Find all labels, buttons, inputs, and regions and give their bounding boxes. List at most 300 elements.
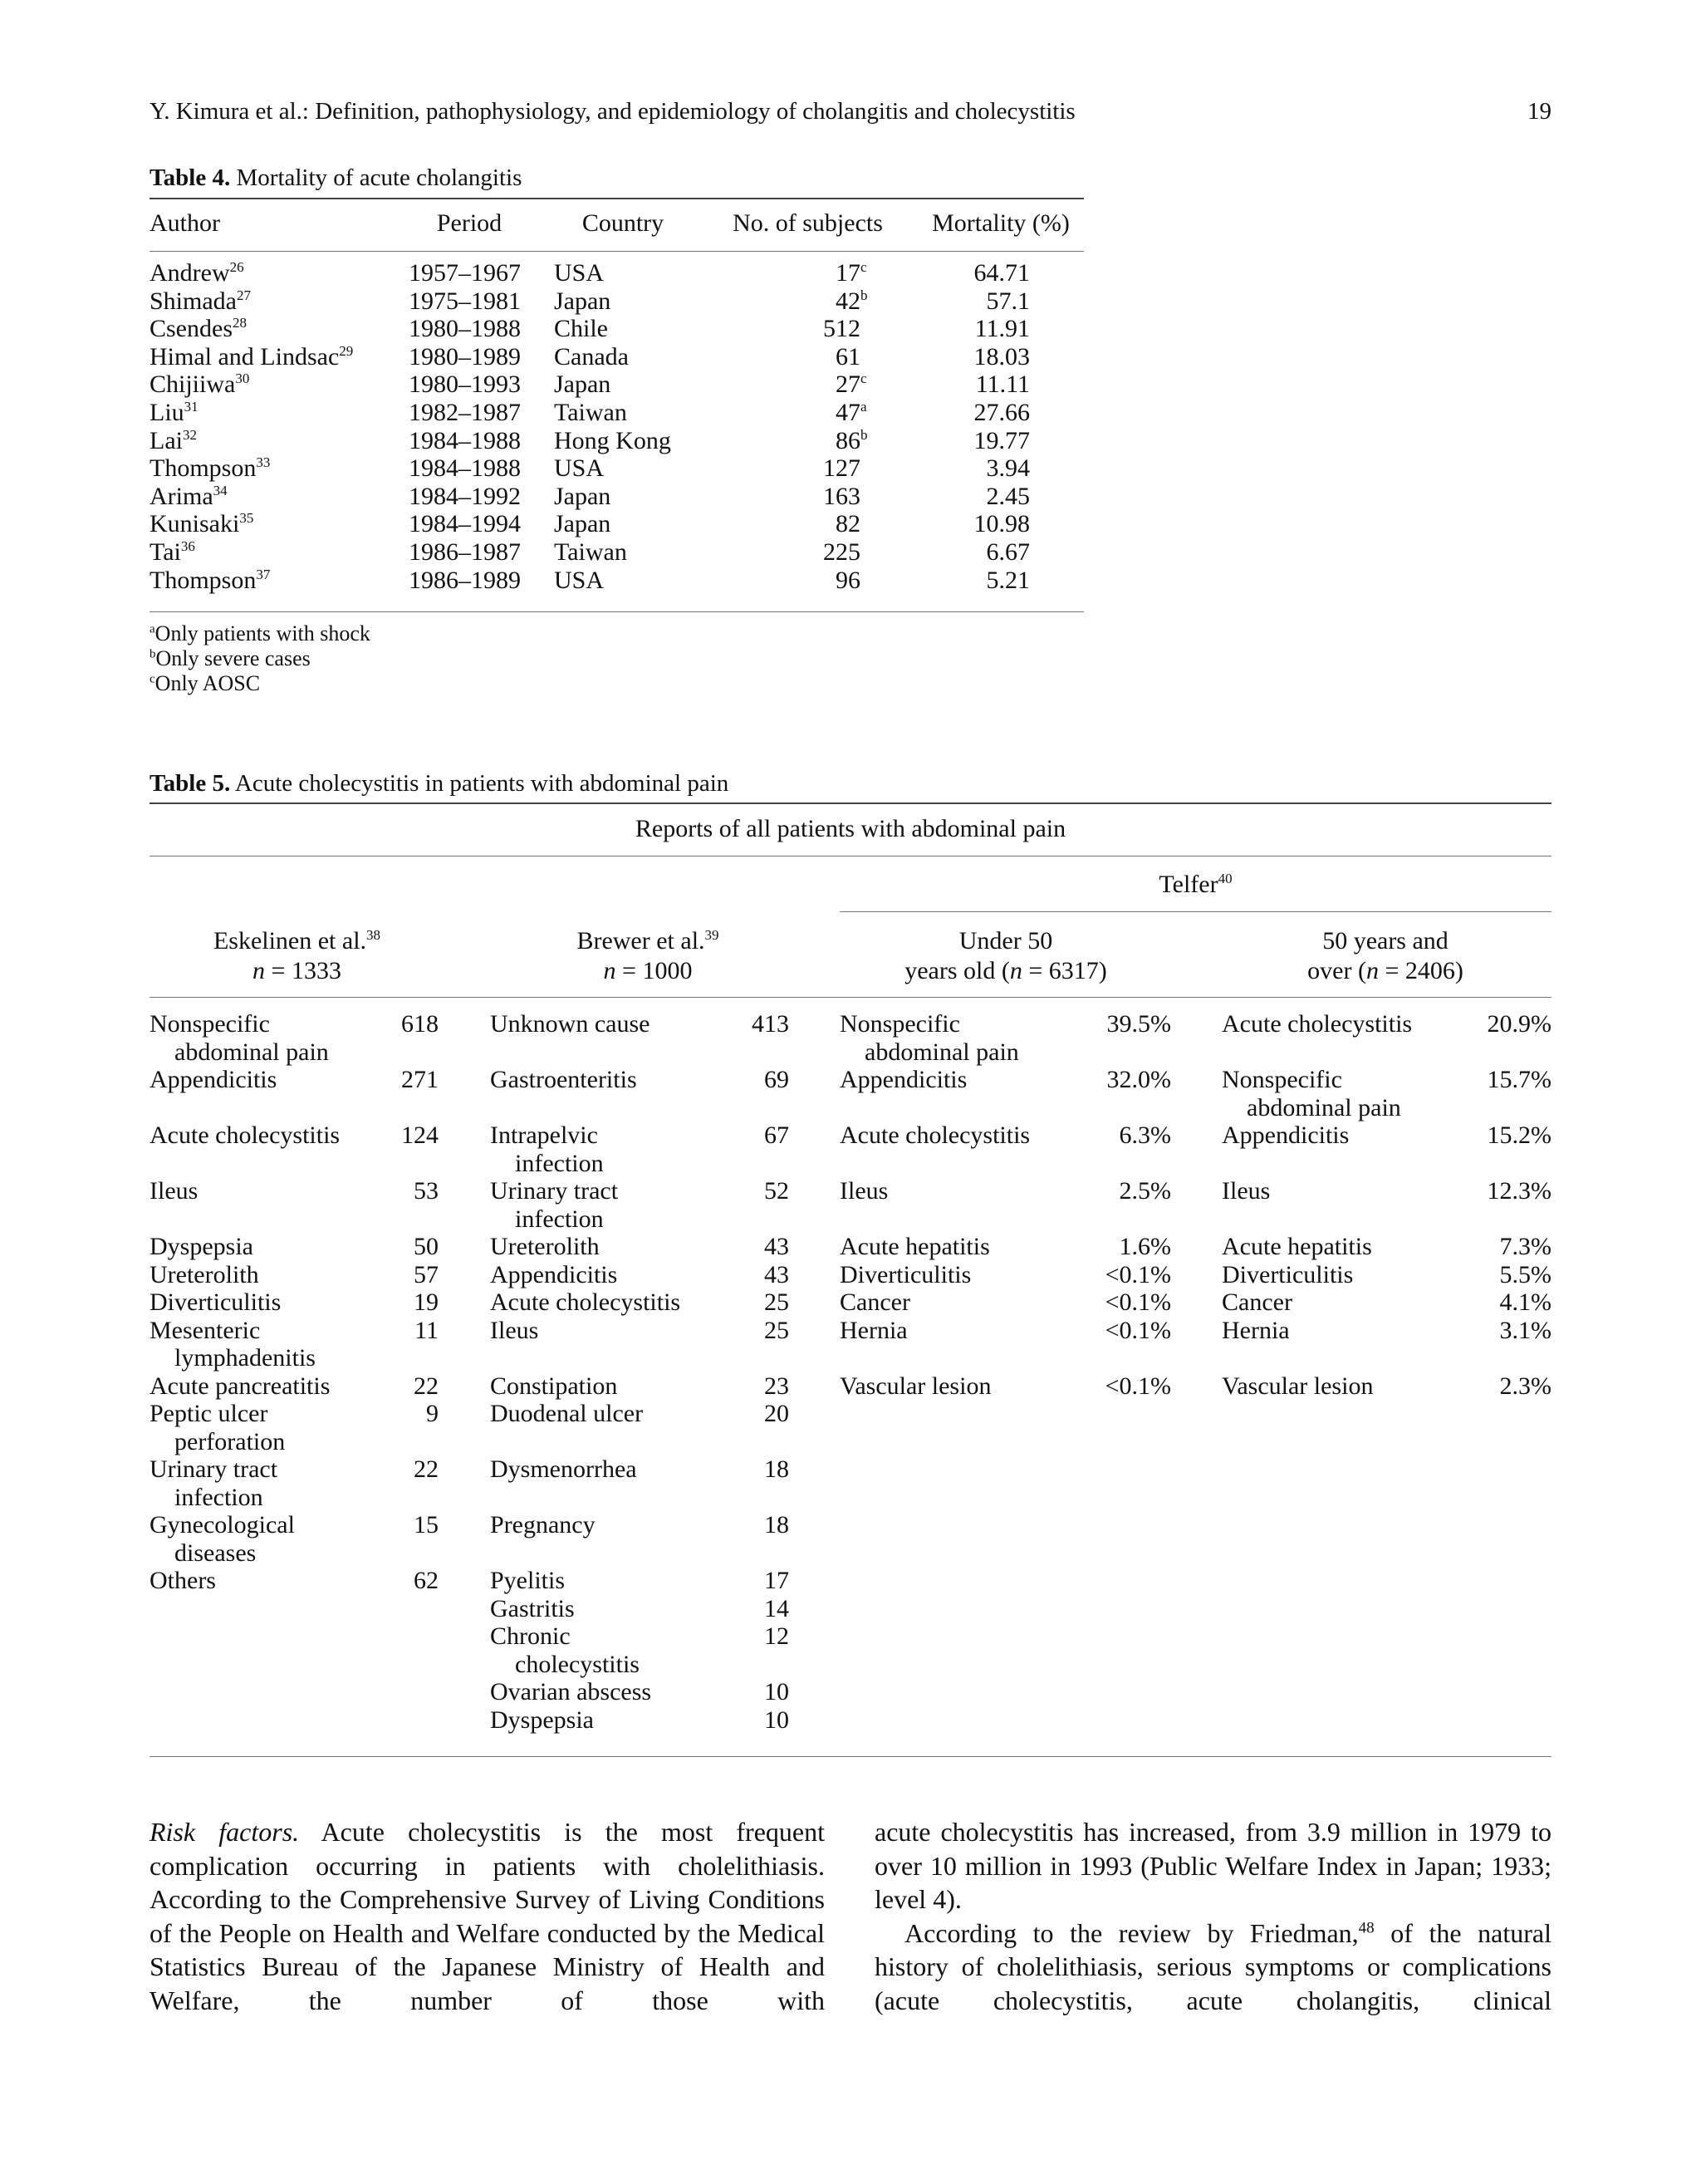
table4-author-ref: 29 — [339, 342, 354, 359]
table4-author-cell — [150, 371, 249, 399]
table4-country: Taiwan — [554, 399, 627, 426]
table4-author-name: Tai — [150, 538, 181, 566]
table4-subjects — [748, 315, 872, 343]
table4-author-ref: 26 — [229, 259, 244, 275]
table4-author-name: Arima — [150, 482, 213, 510]
under50-condition — [840, 1372, 991, 1401]
brewer-value: 20 — [764, 1400, 789, 1427]
under50-value: 1.6% — [1119, 1233, 1171, 1260]
eskelinen-condition — [150, 1400, 285, 1455]
table4-subjects: 86b — [836, 426, 868, 454]
table4-author-name: Kunisaki — [150, 510, 240, 538]
table4-subjects — [748, 483, 872, 511]
brewer-condition-line: infection — [515, 1205, 604, 1233]
under50-condition — [840, 1317, 908, 1345]
brewer-value: 43 — [764, 1260, 789, 1288]
footnote-text: Only severe cases — [155, 646, 311, 670]
footnote-mark: b — [150, 647, 156, 661]
table4-author-name: Thompson — [150, 566, 257, 594]
table4-author-name: Andrew — [150, 259, 230, 287]
table4-subjects-value: 512 — [823, 315, 860, 343]
brewer-condition — [490, 1706, 594, 1735]
risk-factors-heading: Risk factors. — [150, 1817, 300, 1847]
table4-subjects: 42b — [836, 287, 868, 315]
under50-value: 6.3% — [1119, 1121, 1171, 1149]
under50-condition — [840, 1121, 1030, 1150]
brewer-value: 17 — [764, 1567, 789, 1594]
brewer-value: 18 — [764, 1511, 789, 1539]
table4-author-name: Csendes — [150, 315, 233, 343]
table4-period: 1980–1989 — [409, 342, 521, 371]
table4-col-author: Author — [150, 209, 220, 237]
eskelinen-value: 22 — [414, 1372, 439, 1400]
table4-subjects-value: 82 — [836, 510, 860, 538]
brewer-condition — [490, 1317, 538, 1345]
brewer-condition-line: infection — [515, 1149, 604, 1177]
table4-mortality: 6.67 — [986, 538, 1030, 566]
eskelinen-condition-line: Dyspepsia — [150, 1233, 253, 1260]
under50-value: <0.1% — [1105, 1260, 1171, 1288]
table4-subjects: 27c — [836, 371, 867, 399]
brewer-value: 25 — [764, 1288, 789, 1316]
over50-condition-line: Cancer — [1222, 1288, 1292, 1316]
under50-value: <0.1% — [1105, 1316, 1171, 1344]
eskelinen-condition — [150, 1567, 216, 1595]
eskelinen-condition-line: Nonspecific — [150, 1010, 270, 1038]
table4-mortality: 11.11 — [975, 371, 1030, 399]
brewer-value: 43 — [764, 1233, 789, 1260]
eskelinen-value: 11 — [414, 1316, 439, 1344]
under50-condition-line: Vascular lesion — [840, 1372, 992, 1400]
over50-value: 15.2% — [1487, 1121, 1551, 1149]
table4-period: 1984–1988 — [409, 426, 521, 454]
eskelinen-condition — [150, 1177, 198, 1205]
table4-subjects: 17c — [836, 259, 867, 287]
table4-subjects-value: 96 — [836, 566, 860, 594]
over50-value: 7.3% — [1499, 1233, 1551, 1260]
right-paragraph-1: acute cholecystitis has increased, from 3.9 million in 1979 to over 10 million in 1993 (Public Welfare Index in Japan; 1933; level 4). — [875, 1817, 1551, 1914]
over50-value: 5.5% — [1499, 1260, 1551, 1288]
table4-col-country: Country — [581, 209, 664, 237]
brewer-condition-line: Ileus — [490, 1316, 539, 1344]
table4-period: 1984–1994 — [409, 510, 521, 538]
table4-period: 1984–1992 — [409, 482, 521, 510]
table4-country: Hong Kong — [554, 426, 671, 454]
table4-author-name: Shimada — [150, 287, 237, 315]
over50-condition — [1222, 1317, 1290, 1345]
brewer-condition-line: Unknown cause — [490, 1010, 650, 1038]
under50-line1: Under 50 — [958, 927, 1053, 955]
table4-country: Taiwan — [554, 538, 627, 566]
table4-period: 1986–1989 — [409, 566, 521, 594]
over50-n-label: n — [1365, 957, 1379, 984]
eskelinen-condition-line: abdominal pain — [174, 1038, 329, 1066]
brewer-ref: 39 — [704, 927, 719, 943]
table4-author-name: Lai — [150, 426, 183, 454]
brewer-condition-line: Urinary tract — [490, 1177, 619, 1205]
eskelinen-condition-line: Mesenteric — [150, 1316, 261, 1344]
table4-author-ref: 37 — [256, 566, 271, 582]
table5-caption — [150, 770, 728, 798]
table4-author-name: Himal and Lindsac — [150, 342, 340, 371]
brewer-condition — [490, 1177, 618, 1233]
eskelinen-condition — [150, 1261, 259, 1289]
brewer-condition-line: Intrapelvic — [490, 1121, 598, 1149]
brewer-condition-line: Ovarian abscess — [490, 1678, 652, 1705]
table4-author-cell — [150, 287, 251, 316]
eskelinen-condition-line: Gynecological — [150, 1511, 295, 1539]
brewer-n-label: n — [603, 957, 616, 984]
under50-condition — [840, 1288, 910, 1317]
footnote-text: Only AOSC — [154, 671, 261, 695]
table4-label: Table 4. — [150, 164, 231, 191]
table4-author-cell — [150, 510, 253, 538]
table4-header-rule — [150, 251, 1084, 252]
eskelinen-condition — [150, 1121, 340, 1150]
table5-bottom-rule — [150, 1756, 1551, 1757]
eskelinen-condition-line: Ileus — [150, 1177, 199, 1205]
table4-author-ref: 27 — [237, 287, 251, 303]
brewer-condition-line: Pyelitis — [490, 1567, 566, 1594]
brewer-condition — [490, 1622, 640, 1678]
eskelinen-condition-line: Diverticulitis — [150, 1288, 282, 1316]
table4-subjects-value: 27 — [836, 371, 860, 399]
over50-condition — [1222, 1066, 1401, 1121]
brewer-condition — [490, 1261, 617, 1289]
brewer-condition — [490, 1400, 643, 1428]
table4-caption — [150, 164, 522, 192]
table4-period: 1980–1988 — [409, 315, 521, 343]
brewer-condition — [490, 1511, 596, 1539]
table4-subjects — [748, 343, 872, 371]
under50-value: <0.1% — [1105, 1372, 1171, 1400]
footnote-text: Only patients with shock — [154, 621, 370, 645]
table4-period: 1980–1993 — [409, 371, 521, 399]
brewer-value: 52 — [764, 1177, 789, 1205]
eskelinen-condition-line: Peptic ulcer — [150, 1400, 268, 1427]
friedman-ref: 48 — [1358, 1918, 1375, 1936]
over50-condition-line: Nonspecific — [1222, 1066, 1342, 1093]
table5-label: Table 5. — [150, 770, 231, 797]
eskelinen-value: 22 — [414, 1455, 439, 1483]
eskelinen-value: 9 — [426, 1400, 439, 1427]
table4-author-cell — [150, 538, 195, 567]
table4-mortality: 57.1 — [986, 287, 1030, 315]
eskelinen-condition — [150, 1010, 329, 1066]
table4-subjects-value: 17 — [836, 259, 860, 287]
table4-author-name: Chijiiwa — [150, 371, 236, 399]
under50-condition-line: Acute cholecystitis — [840, 1121, 1031, 1149]
eskelinen-condition-line: Urinary tract — [150, 1455, 278, 1483]
over50-condition — [1222, 1233, 1372, 1261]
table4-period: 1957–1967 — [409, 259, 521, 287]
table4-author-ref: 36 — [180, 538, 195, 554]
eskelinen-condition-line: Acute cholecystitis — [150, 1121, 341, 1149]
eskelinen-n-value: = 1333 — [265, 957, 341, 984]
brewer-condition — [490, 1595, 575, 1623]
over50-value: 12.3% — [1487, 1177, 1551, 1205]
table4-author-ref: 30 — [235, 371, 250, 387]
table4-country: Japan — [554, 371, 611, 399]
eskelinen-header — [150, 926, 444, 986]
over50-condition — [1222, 1288, 1292, 1317]
footnote-mark: c — [150, 672, 155, 686]
table4-country: Japan — [554, 287, 611, 315]
table4-subjects-value: 61 — [836, 342, 860, 371]
eskelinen-condition — [150, 1372, 330, 1401]
table4-mortality: 5.21 — [986, 566, 1030, 594]
brewer-condition-line: Constipation — [490, 1372, 618, 1400]
table4-period: 1982–1987 — [409, 399, 521, 426]
table4-country: Canada — [554, 342, 629, 371]
table4-country: USA — [554, 566, 605, 594]
eskelinen-ref: 38 — [366, 927, 381, 943]
brewer-condition-line: Duodenal ulcer — [490, 1400, 644, 1427]
table4-author-ref: 28 — [233, 315, 247, 331]
table4-author-ref: 32 — [182, 426, 197, 443]
under50-condition-line: Ileus — [840, 1177, 889, 1205]
eskelinen-condition — [150, 1066, 277, 1094]
brewer-condition — [490, 1010, 650, 1038]
running-title: Y. Kimura et al.: Definition, pathophysiology, and epidemiology of cholangitis and cholecystitis — [150, 98, 1076, 125]
telfer-ref: 40 — [1218, 871, 1233, 886]
table5-header-rule — [150, 997, 1551, 998]
brewer-condition — [490, 1567, 565, 1595]
over50-condition — [1222, 1010, 1412, 1038]
telfer-name: Telfer — [1159, 871, 1218, 898]
brewer-condition — [490, 1233, 600, 1261]
table4-author-cell — [150, 343, 353, 371]
eskelinen-value: 62 — [414, 1567, 439, 1594]
eskelinen-condition-line: lymphadenitis — [174, 1344, 316, 1372]
table4-mortality: 19.77 — [973, 426, 1030, 454]
table4-top-rule — [150, 198, 1084, 199]
over50-condition — [1222, 1372, 1373, 1401]
under50-condition — [840, 1261, 971, 1289]
eskelinen-value: 19 — [414, 1288, 439, 1316]
under50-n-label: n — [1009, 957, 1022, 984]
over50-condition-line: Appendicitis — [1222, 1121, 1350, 1149]
over50-condition — [1222, 1261, 1353, 1289]
over50-condition-line: Acute cholecystitis — [1222, 1010, 1413, 1038]
table4-author-ref: 34 — [213, 482, 228, 498]
over50-n-value: = 2406) — [1378, 957, 1463, 984]
table4-bottom-rule — [150, 611, 1084, 612]
table4-author-ref: 33 — [256, 454, 271, 471]
risk-factors-paragraph — [150, 1815, 825, 2017]
brewer-condition — [490, 1372, 617, 1401]
under50-condition-line: Acute hepatitis — [840, 1233, 990, 1260]
table4-mortality: 27.66 — [973, 399, 1030, 426]
under50-condition-line: abdominal pain — [865, 1038, 1019, 1066]
brewer-condition — [490, 1455, 637, 1484]
eskelinen-condition-line: Ureterolith — [150, 1260, 259, 1288]
eskelinen-name: Eskelinen et al. — [213, 927, 367, 955]
brewer-condition-line: Gastroenteritis — [490, 1066, 637, 1093]
table4-subjects: 47a — [836, 399, 867, 426]
table4-country: USA — [554, 259, 605, 287]
brewer-condition-line: Dyspepsia — [490, 1705, 594, 1734]
brewer-n-value: = 1000 — [615, 957, 693, 984]
eskelinen-condition — [150, 1455, 277, 1511]
eskelinen-value: 271 — [401, 1066, 439, 1093]
right-paragraph-2 — [875, 1917, 1551, 2018]
brewer-condition-line: Gastritis — [490, 1594, 575, 1622]
table4-col-mortality: Mortality (%) — [932, 209, 1070, 237]
table4-subjects-value: 127 — [823, 454, 860, 483]
table4-mortality: 18.03 — [973, 342, 1030, 371]
under50-condition-line: Appendicitis — [840, 1066, 968, 1093]
under50-condition — [840, 1177, 888, 1205]
under50-value: 32.0% — [1106, 1066, 1171, 1093]
table4-footnote — [150, 671, 260, 696]
under50-condition-line: Hernia — [840, 1316, 908, 1344]
table4-country: Chile — [554, 315, 608, 343]
brewer-condition-line: Pregnancy — [490, 1511, 596, 1539]
over50-value: 3.1% — [1499, 1316, 1551, 1344]
table4-subjects — [748, 454, 872, 483]
table4-mortality: 3.94 — [986, 454, 1030, 483]
over50-condition — [1222, 1177, 1270, 1205]
under50-value: 2.5% — [1119, 1177, 1171, 1205]
brewer-value: 10 — [764, 1678, 789, 1705]
brewer-header — [486, 926, 810, 986]
eskelinen-condition-line: perforation — [174, 1427, 286, 1455]
brewer-value: 10 — [764, 1705, 789, 1734]
table4-col-subjects: No. of subjects — [733, 209, 883, 237]
under50-value: <0.1% — [1105, 1288, 1171, 1316]
brewer-value: 12 — [764, 1622, 789, 1650]
table5-title: Acute cholecystitis in patients with abdominal pain — [234, 770, 729, 797]
table4-mortality: 11.91 — [974, 315, 1030, 343]
brewer-condition-line: Chronic — [490, 1622, 571, 1650]
brewer-value: 413 — [752, 1010, 789, 1038]
eskelinen-condition-line: diseases — [174, 1539, 257, 1567]
brewer-condition — [490, 1121, 604, 1177]
eskelinen-condition-line: Appendicitis — [150, 1066, 277, 1093]
table4-subjects-value: 42 — [836, 287, 860, 315]
over50-header — [1219, 926, 1551, 986]
body-right-column — [875, 1815, 1551, 2017]
table4-country: Japan — [554, 482, 611, 510]
table4-subjects-value: 86 — [836, 426, 860, 454]
table4-author-name: Thompson — [150, 454, 257, 483]
under50-header — [840, 926, 1172, 986]
table4-subjects — [748, 538, 872, 567]
footnote-mark: a — [150, 622, 155, 636]
brewer-condition — [490, 1678, 651, 1706]
brewer-condition-line: Appendicitis — [490, 1260, 618, 1288]
eskelinen-value: 618 — [401, 1010, 439, 1038]
brewer-value: 69 — [764, 1066, 789, 1093]
friedman-text: According to the review by Friedman, — [904, 1917, 1359, 1948]
table4-subjects-value: 163 — [823, 482, 860, 510]
table4-author-cell — [150, 483, 228, 511]
over50-value: 15.7% — [1487, 1066, 1551, 1093]
telfer-heading — [840, 871, 1551, 899]
table4-author-cell — [150, 315, 247, 343]
table4-mortality: 2.45 — [986, 482, 1030, 510]
table4-subjects-value: 47 — [836, 399, 860, 426]
table5-top-rule — [150, 802, 1551, 804]
table4-period: 1975–1981 — [409, 287, 521, 315]
table4-author-cell — [150, 259, 244, 287]
over50-line2: over ( — [1307, 957, 1366, 984]
brewer-value: 23 — [764, 1372, 789, 1400]
friedman-text-cont: of the natural history of cholelithiasis, serious symptoms or complications (acute cholecystitis, acute cholangitis, clinical — [875, 1917, 1552, 2015]
eskelinen-value: 57 — [414, 1260, 439, 1288]
brewer-condition-line: cholecystitis — [515, 1650, 640, 1678]
under50-n-value: = 6317) — [1022, 957, 1107, 984]
under50-condition-line: Cancer — [840, 1288, 910, 1316]
over50-line1: 50 years and — [1322, 927, 1449, 955]
over50-value: 20.9% — [1487, 1010, 1551, 1038]
table4-mortality: 10.98 — [973, 510, 1030, 538]
under50-value: 39.5% — [1106, 1010, 1171, 1038]
under50-condition — [840, 1010, 1019, 1066]
table4-author-cell — [150, 567, 270, 595]
over50-condition-line: abdominal pain — [1247, 1093, 1401, 1121]
table4-footnote — [150, 646, 311, 671]
eskelinen-condition-line: Others — [150, 1567, 216, 1594]
under50-condition-line: Diverticulitis — [840, 1260, 972, 1288]
brewer-condition — [490, 1288, 680, 1317]
brewer-condition-line: Ureterolith — [490, 1233, 600, 1260]
eskelinen-condition — [150, 1288, 281, 1317]
table4-country: USA — [554, 454, 605, 483]
eskelinen-n-label: n — [252, 957, 266, 984]
table4-subjects-value: 225 — [823, 538, 860, 566]
brewer-condition — [490, 1066, 637, 1094]
table4-author-cell — [150, 427, 197, 455]
eskelinen-condition — [150, 1511, 295, 1567]
eskelinen-value: 50 — [414, 1233, 439, 1260]
over50-condition-line: Vascular lesion — [1222, 1372, 1374, 1400]
table4-author-ref: 35 — [239, 510, 254, 527]
table5-spanner: Reports of all patients with abdominal pain — [635, 815, 1066, 842]
eskelinen-condition — [150, 1317, 316, 1372]
brewer-value: 67 — [764, 1121, 789, 1149]
under50-condition-line: Nonspecific — [840, 1010, 960, 1038]
table4-period: 1984–1988 — [409, 454, 521, 483]
table4-period: 1986–1987 — [409, 538, 521, 566]
table4-mortality: 64.71 — [973, 259, 1030, 287]
brewer-name: Brewer et al. — [576, 927, 705, 955]
table4-author-cell — [150, 454, 270, 483]
eskelinen-condition-line: Acute pancreatitis — [150, 1372, 331, 1400]
table4-footnote — [150, 621, 370, 646]
over50-condition-line: Ileus — [1222, 1177, 1271, 1205]
body-left-column — [150, 1815, 825, 2017]
table4-subjects — [748, 567, 872, 595]
eskelinen-value: 15 — [414, 1511, 439, 1539]
over50-condition-line: Acute hepatitis — [1222, 1233, 1372, 1260]
brewer-condition-line: Acute cholecystitis — [490, 1288, 681, 1316]
table4-subjects — [748, 510, 872, 538]
table4-author-ref: 31 — [184, 399, 199, 415]
over50-value: 4.1% — [1499, 1288, 1551, 1316]
brewer-value: 14 — [764, 1594, 789, 1622]
table4-title: Mortality of acute cholangitis — [236, 164, 522, 191]
brewer-condition-line: Dysmenorrhea — [490, 1455, 637, 1483]
under50-condition — [840, 1066, 967, 1094]
table4-author-cell — [150, 399, 199, 427]
over50-condition-line: Hernia — [1222, 1316, 1290, 1344]
brewer-value: 18 — [764, 1455, 789, 1483]
eskelinen-condition-line: infection — [174, 1483, 263, 1511]
under50-condition — [840, 1233, 990, 1261]
table4-country: Japan — [554, 510, 611, 538]
